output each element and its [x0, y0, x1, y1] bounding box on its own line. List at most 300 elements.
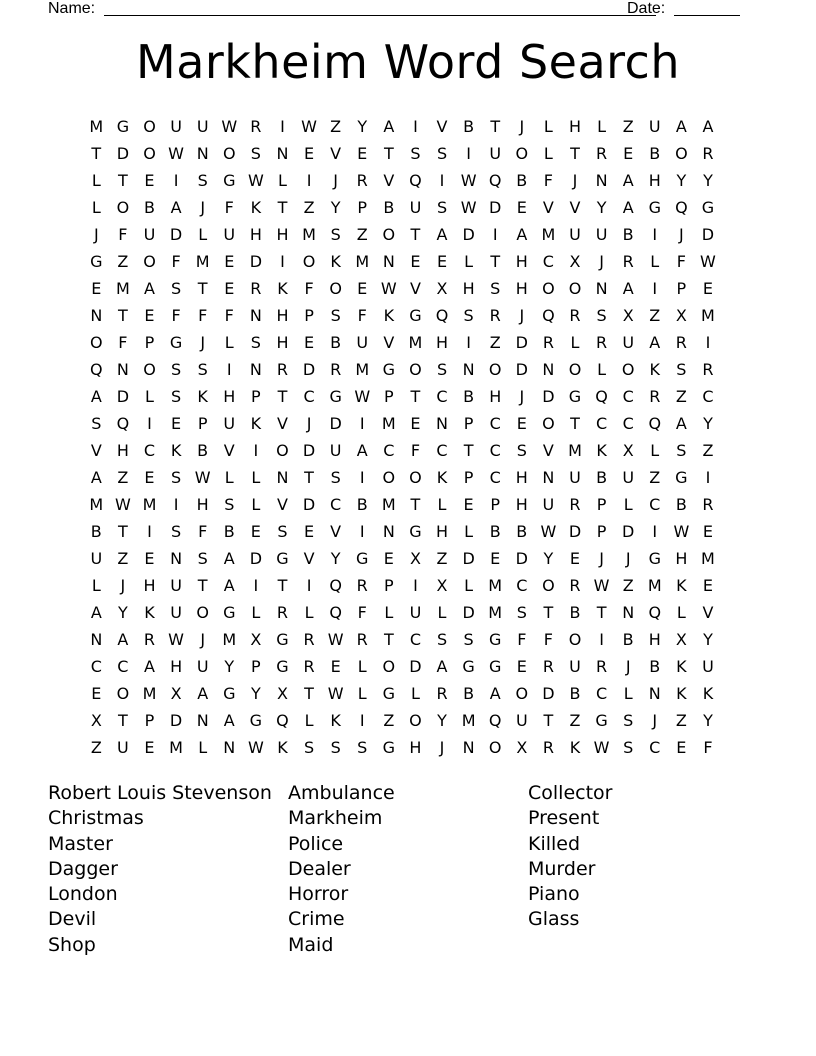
grid-cell[interactable]: T: [570, 414, 580, 433]
grid-cell[interactable]: X: [90, 711, 102, 730]
grid-cell[interactable]: I: [280, 252, 285, 271]
grid-cell[interactable]: R: [649, 387, 661, 406]
grid-cell[interactable]: O: [568, 630, 582, 649]
grid-cell[interactable]: P: [251, 387, 261, 406]
grid-cell[interactable]: Z: [622, 117, 634, 136]
grid-cell[interactable]: E: [676, 738, 687, 757]
grid-cell[interactable]: O: [675, 144, 688, 163]
grid-cell[interactable]: L: [91, 171, 101, 190]
grid-cell[interactable]: C: [542, 252, 554, 271]
grid-cell[interactable]: C: [702, 387, 714, 406]
grid-cell[interactable]: E: [569, 549, 581, 568]
grid-cell[interactable]: I: [359, 522, 365, 541]
grid-cell[interactable]: O: [196, 603, 209, 622]
grid-cell[interactable]: D: [515, 549, 528, 568]
grid-cell[interactable]: Z: [622, 576, 634, 595]
grid-cell[interactable]: S: [516, 441, 527, 460]
grid-cell[interactable]: B: [356, 495, 368, 514]
grid-cell[interactable]: G: [489, 630, 502, 649]
grid-cell[interactable]: L: [543, 117, 553, 136]
grid-cell[interactable]: Q: [648, 414, 662, 433]
grid-cell[interactable]: F: [118, 225, 128, 244]
grid-cell[interactable]: X: [436, 576, 448, 595]
grid-cell[interactable]: W: [593, 576, 610, 595]
grid-cell[interactable]: Q: [542, 306, 555, 325]
grid-cell[interactable]: J: [652, 711, 658, 730]
grid-cell[interactable]: G: [223, 171, 236, 190]
grid-cell[interactable]: S: [250, 144, 261, 163]
grid-cell[interactable]: G: [223, 603, 236, 622]
grid-cell[interactable]: N: [382, 522, 395, 541]
grid-cell[interactable]: K: [330, 252, 341, 271]
grid-cell[interactable]: T: [118, 306, 128, 325]
grid-cell[interactable]: Z: [383, 711, 395, 730]
grid-cell[interactable]: M: [701, 306, 715, 325]
grid-cell[interactable]: L: [623, 495, 633, 514]
grid-cell[interactable]: G: [409, 306, 422, 325]
grid-cell[interactable]: O: [409, 360, 422, 379]
grid-cell[interactable]: M: [488, 576, 503, 595]
grid-cell[interactable]: R: [596, 333, 608, 352]
grid-cell[interactable]: S: [596, 306, 607, 325]
grid-cell[interactable]: R: [542, 738, 554, 757]
grid-cell[interactable]: Y: [543, 549, 554, 568]
grid-cell[interactable]: S: [623, 711, 634, 730]
grid-cell[interactable]: T: [570, 144, 580, 163]
grid-cell[interactable]: Y: [357, 117, 368, 136]
grid-cell[interactable]: J: [93, 225, 99, 244]
grid-cell[interactable]: Z: [675, 711, 687, 730]
grid-cell[interactable]: Q: [648, 603, 662, 622]
grid-cell[interactable]: T: [410, 387, 421, 406]
grid-cell[interactable]: K: [383, 306, 395, 325]
grid-cell[interactable]: W: [673, 522, 690, 541]
grid-cell[interactable]: Q: [488, 171, 502, 190]
grid-cell[interactable]: U: [622, 468, 635, 487]
grid-cell[interactable]: S: [436, 198, 448, 217]
grid-cell[interactable]: R: [489, 306, 501, 325]
grid-cell[interactable]: D: [409, 657, 422, 676]
grid-cell[interactable]: H: [249, 225, 262, 244]
grid-cell[interactable]: C: [383, 441, 395, 460]
grid-cell[interactable]: L: [543, 144, 553, 163]
grid-cell[interactable]: G: [462, 657, 475, 676]
grid-cell[interactable]: L: [198, 225, 208, 244]
grid-cell[interactable]: S: [197, 360, 208, 379]
grid-cell[interactable]: A: [144, 279, 155, 298]
grid-cell[interactable]: G: [276, 549, 289, 568]
grid-cell[interactable]: B: [569, 684, 581, 703]
grid-cell[interactable]: S: [410, 144, 421, 163]
grid-cell[interactable]: T: [596, 603, 607, 622]
grid-cell[interactable]: U: [90, 549, 103, 568]
grid-cell[interactable]: C: [330, 495, 342, 514]
grid-cell[interactable]: Q: [329, 576, 342, 595]
grid-cell[interactable]: B: [516, 171, 528, 190]
grid-cell[interactable]: E: [303, 333, 315, 352]
grid-cell[interactable]: N: [462, 360, 475, 379]
grid-cell[interactable]: C: [409, 630, 421, 649]
grid-cell[interactable]: U: [196, 657, 209, 676]
grid-cell[interactable]: N: [622, 603, 635, 622]
grid-cell[interactable]: L: [251, 468, 261, 487]
grid-cell[interactable]: S: [330, 738, 341, 757]
grid-cell[interactable]: A: [675, 117, 687, 136]
grid-cell[interactable]: H: [568, 117, 581, 136]
grid-cell[interactable]: X: [516, 738, 528, 757]
grid-cell[interactable]: B: [596, 468, 608, 487]
grid-cell[interactable]: X: [675, 630, 687, 649]
grid-cell[interactable]: U: [170, 603, 182, 622]
grid-cell[interactable]: M: [701, 549, 715, 568]
grid-cell[interactable]: K: [676, 684, 687, 703]
grid-cell[interactable]: O: [515, 684, 529, 703]
grid-cell[interactable]: N: [382, 252, 395, 271]
grid-cell[interactable]: Q: [329, 603, 342, 622]
grid-cell[interactable]: F: [676, 252, 686, 271]
grid-cell[interactable]: S: [436, 630, 448, 649]
grid-cell[interactable]: A: [622, 279, 634, 298]
grid-cell[interactable]: T: [304, 468, 314, 487]
grid-cell[interactable]: Y: [330, 549, 341, 568]
grid-cell[interactable]: W: [327, 684, 344, 703]
grid-cell[interactable]: R: [250, 279, 262, 298]
grid-cell[interactable]: Y: [703, 171, 713, 190]
grid-cell[interactable]: E: [303, 522, 315, 541]
grid-cell[interactable]: T: [383, 630, 394, 649]
grid-cell[interactable]: E: [144, 738, 155, 757]
grid-cell[interactable]: I: [173, 171, 179, 190]
grid-cell[interactable]: A: [649, 333, 661, 352]
grid-cell[interactable]: R: [276, 360, 289, 379]
grid-cell[interactable]: B: [223, 522, 235, 541]
grid-cell[interactable]: P: [251, 657, 261, 676]
grid-cell[interactable]: T: [197, 576, 208, 595]
grid-cell[interactable]: M: [195, 252, 210, 271]
grid-cell[interactable]: B: [649, 144, 661, 163]
grid-cell[interactable]: N: [116, 360, 129, 379]
grid-cell[interactable]: M: [541, 225, 556, 244]
grid-cell[interactable]: W: [247, 738, 264, 757]
grid-cell[interactable]: W: [114, 495, 131, 514]
grid-cell[interactable]: W: [168, 144, 184, 163]
grid-cell[interactable]: L: [464, 252, 474, 271]
grid-cell[interactable]: H: [675, 549, 688, 568]
grid-cell[interactable]: L: [304, 603, 314, 622]
grid-cell[interactable]: I: [359, 468, 365, 487]
grid-cell[interactable]: B: [143, 198, 155, 217]
grid-cell[interactable]: B: [383, 198, 395, 217]
grid-cell[interactable]: L: [224, 333, 234, 352]
grid-cell[interactable]: F: [171, 306, 181, 325]
grid-cell[interactable]: G: [701, 198, 715, 217]
grid-cell[interactable]: K: [277, 279, 288, 298]
grid-cell[interactable]: M: [381, 495, 396, 514]
grid-cell[interactable]: G: [382, 684, 396, 703]
grid-cell[interactable]: H: [116, 441, 129, 460]
grid-cell[interactable]: J: [306, 414, 312, 433]
grid-cell[interactable]: H: [276, 333, 289, 352]
grid-cell[interactable]: R: [596, 657, 608, 676]
grid-cell[interactable]: Z: [702, 441, 714, 460]
grid-cell[interactable]: T: [118, 711, 128, 730]
grid-cell[interactable]: M: [222, 630, 237, 649]
grid-cell[interactable]: F: [357, 603, 367, 622]
grid-cell[interactable]: F: [198, 306, 208, 325]
grid-cell[interactable]: B: [489, 522, 501, 541]
grid-cell[interactable]: I: [599, 630, 604, 649]
grid-cell[interactable]: S: [224, 495, 235, 514]
grid-cell[interactable]: F: [118, 333, 128, 352]
grid-cell[interactable]: F: [224, 198, 234, 217]
grid-cell[interactable]: R: [303, 630, 315, 649]
grid-cell[interactable]: O: [143, 252, 156, 271]
grid-cell[interactable]: S: [436, 144, 448, 163]
grid-cell[interactable]: M: [461, 711, 476, 730]
grid-cell[interactable]: I: [280, 117, 285, 136]
grid-cell[interactable]: A: [436, 657, 448, 676]
grid-cell[interactable]: A: [223, 549, 235, 568]
grid-cell[interactable]: T: [463, 441, 474, 460]
grid-cell[interactable]: L: [650, 252, 660, 271]
grid-cell[interactable]: E: [490, 549, 501, 568]
grid-cell[interactable]: K: [436, 468, 448, 487]
grid-cell[interactable]: H: [515, 252, 528, 271]
grid-cell[interactable]: D: [515, 360, 528, 379]
grid-cell[interactable]: Z: [489, 333, 501, 352]
grid-cell[interactable]: T: [490, 252, 501, 271]
grid-cell[interactable]: H: [276, 225, 289, 244]
grid-cell[interactable]: A: [223, 576, 235, 595]
grid-cell[interactable]: R: [596, 144, 608, 163]
grid-cell[interactable]: S: [330, 306, 341, 325]
grid-cell[interactable]: N: [249, 306, 262, 325]
grid-cell[interactable]: R: [303, 657, 315, 676]
grid-cell[interactable]: D: [462, 225, 475, 244]
grid-cell[interactable]: P: [197, 414, 208, 433]
grid-cell[interactable]: U: [595, 225, 608, 244]
grid-cell[interactable]: P: [144, 711, 155, 730]
grid-cell[interactable]: K: [676, 657, 687, 676]
grid-cell[interactable]: P: [676, 279, 687, 298]
grid-cell[interactable]: O: [409, 711, 422, 730]
grid-cell[interactable]: V: [436, 117, 448, 136]
grid-cell[interactable]: A: [356, 441, 368, 460]
grid-cell[interactable]: L: [91, 576, 101, 595]
grid-cell[interactable]: G: [489, 657, 502, 676]
grid-cell[interactable]: A: [516, 225, 528, 244]
grid-cell[interactable]: S: [171, 468, 182, 487]
grid-cell[interactable]: S: [197, 549, 208, 568]
grid-cell[interactable]: M: [142, 495, 157, 514]
grid-cell[interactable]: C: [489, 468, 501, 487]
grid-cell[interactable]: O: [222, 144, 236, 163]
grid-cell[interactable]: R: [542, 333, 554, 352]
grid-cell[interactable]: A: [702, 117, 714, 136]
grid-cell[interactable]: N: [90, 306, 103, 325]
grid-cell[interactable]: C: [90, 657, 102, 676]
grid-cell[interactable]: S: [676, 441, 687, 460]
grid-cell[interactable]: E: [516, 414, 527, 433]
grid-cell[interactable]: O: [568, 360, 582, 379]
grid-cell[interactable]: N: [196, 711, 209, 730]
grid-cell[interactable]: I: [253, 576, 259, 595]
grid-cell[interactable]: R: [436, 684, 448, 703]
grid-cell[interactable]: Z: [649, 306, 661, 325]
grid-cell[interactable]: Z: [330, 117, 342, 136]
grid-cell[interactable]: S: [676, 360, 687, 379]
grid-cell[interactable]: O: [621, 360, 635, 379]
grid-cell[interactable]: H: [436, 522, 449, 541]
grid-cell[interactable]: W: [194, 468, 211, 487]
grid-cell[interactable]: Z: [569, 711, 581, 730]
grid-cell[interactable]: U: [569, 657, 581, 676]
grid-cell[interactable]: T: [410, 495, 421, 514]
grid-cell[interactable]: D: [302, 495, 316, 514]
grid-cell[interactable]: X: [409, 549, 421, 568]
grid-cell[interactable]: L: [277, 171, 287, 190]
grid-cell[interactable]: I: [652, 225, 658, 244]
grid-cell[interactable]: K: [676, 576, 687, 595]
grid-cell[interactable]: A: [383, 117, 395, 136]
grid-cell[interactable]: X: [675, 306, 687, 325]
grid-cell[interactable]: H: [648, 171, 661, 190]
grid-cell[interactable]: J: [439, 738, 445, 757]
grid-cell[interactable]: J: [519, 117, 525, 136]
grid-cell[interactable]: O: [542, 279, 555, 298]
grid-cell[interactable]: S: [490, 279, 501, 298]
grid-cell[interactable]: V: [383, 171, 395, 190]
grid-cell[interactable]: L: [384, 603, 394, 622]
grid-cell[interactable]: G: [249, 711, 263, 730]
grid-cell[interactable]: S: [250, 333, 261, 352]
grid-cell[interactable]: F: [224, 306, 234, 325]
grid-cell[interactable]: N: [196, 144, 209, 163]
grid-cell[interactable]: E: [702, 576, 713, 595]
grid-cell[interactable]: J: [333, 171, 338, 190]
grid-cell[interactable]: U: [569, 468, 581, 487]
grid-cell[interactable]: V: [276, 495, 288, 514]
grid-cell[interactable]: W: [354, 387, 371, 406]
grid-cell[interactable]: S: [197, 171, 208, 190]
grid-cell[interactable]: E: [516, 198, 527, 217]
grid-cell[interactable]: Z: [675, 387, 687, 406]
grid-cell[interactable]: M: [169, 738, 183, 757]
grid-cell[interactable]: D: [701, 225, 715, 244]
grid-cell[interactable]: X: [436, 279, 448, 298]
grid-cell[interactable]: W: [460, 198, 477, 217]
grid-cell[interactable]: Z: [90, 738, 102, 757]
grid-cell[interactable]: E: [91, 684, 102, 703]
grid-cell[interactable]: G: [276, 657, 289, 676]
grid-cell[interactable]: V: [569, 198, 581, 217]
grid-cell[interactable]: V: [303, 549, 315, 568]
grid-cell[interactable]: B: [197, 441, 209, 460]
grid-cell[interactable]: O: [382, 225, 396, 244]
grid-cell[interactable]: I: [705, 468, 711, 487]
grid-cell[interactable]: C: [143, 441, 156, 460]
grid-cell[interactable]: Q: [488, 711, 502, 730]
grid-cell[interactable]: N: [542, 360, 555, 379]
grid-cell[interactable]: T: [277, 198, 288, 217]
grid-cell[interactable]: H: [276, 306, 289, 325]
grid-cell[interactable]: X: [276, 684, 288, 703]
grid-cell[interactable]: L: [198, 738, 208, 757]
grid-cell[interactable]: Z: [356, 225, 368, 244]
grid-cell[interactable]: T: [490, 117, 501, 136]
grid-cell[interactable]: H: [462, 279, 475, 298]
grid-cell[interactable]: C: [595, 414, 608, 433]
grid-cell[interactable]: E: [303, 144, 315, 163]
grid-cell[interactable]: A: [117, 630, 129, 649]
grid-cell[interactable]: E: [410, 414, 421, 433]
grid-cell[interactable]: X: [622, 306, 634, 325]
grid-cell[interactable]: L: [304, 711, 314, 730]
grid-cell[interactable]: K: [144, 603, 155, 622]
grid-cell[interactable]: L: [357, 657, 367, 676]
grid-cell[interactable]: E: [516, 657, 527, 676]
grid-cell[interactable]: R: [542, 657, 554, 676]
grid-cell[interactable]: E: [357, 279, 368, 298]
grid-cell[interactable]: T: [118, 171, 128, 190]
grid-cell[interactable]: H: [436, 333, 449, 352]
grid-cell[interactable]: R: [702, 495, 714, 514]
grid-cell[interactable]: N: [276, 468, 289, 487]
grid-cell[interactable]: D: [515, 333, 528, 352]
grid-cell[interactable]: Y: [676, 171, 687, 190]
grid-cell[interactable]: N: [462, 738, 475, 757]
grid-cell[interactable]: E: [702, 522, 713, 541]
grid-cell[interactable]: G: [382, 738, 396, 757]
grid-cell[interactable]: A: [223, 711, 235, 730]
grid-cell[interactable]: C: [595, 684, 608, 703]
grid-cell[interactable]: M: [408, 333, 423, 352]
grid-cell[interactable]: I: [147, 414, 152, 433]
grid-cell[interactable]: N: [90, 630, 103, 649]
grid-cell[interactable]: K: [649, 360, 661, 379]
grid-cell[interactable]: M: [355, 252, 370, 271]
grid-cell[interactable]: A: [90, 387, 102, 406]
grid-cell[interactable]: N: [223, 738, 236, 757]
grid-cell[interactable]: G: [568, 387, 582, 406]
grid-cell[interactable]: O: [143, 360, 156, 379]
grid-cell[interactable]: V: [542, 198, 554, 217]
grid-cell[interactable]: E: [91, 279, 102, 298]
grid-cell[interactable]: U: [489, 144, 502, 163]
grid-cell[interactable]: L: [650, 441, 660, 460]
grid-cell[interactable]: C: [622, 414, 634, 433]
grid-cell[interactable]: L: [91, 198, 101, 217]
grid-cell[interactable]: Q: [595, 387, 608, 406]
grid-cell[interactable]: S: [463, 630, 474, 649]
name-input-line[interactable]: [104, 15, 656, 16]
grid-cell[interactable]: N: [276, 144, 289, 163]
grid-cell[interactable]: U: [702, 657, 714, 676]
grid-cell[interactable]: U: [170, 576, 182, 595]
grid-cell[interactable]: O: [488, 360, 502, 379]
grid-cell[interactable]: U: [648, 117, 661, 136]
grid-cell[interactable]: B: [622, 630, 634, 649]
grid-cell[interactable]: V: [330, 522, 342, 541]
grid-cell[interactable]: I: [147, 522, 152, 541]
grid-cell[interactable]: D: [169, 711, 183, 730]
grid-cell[interactable]: B: [330, 333, 342, 352]
grid-cell[interactable]: B: [649, 657, 661, 676]
grid-cell[interactable]: O: [382, 468, 396, 487]
grid-cell[interactable]: N: [595, 279, 608, 298]
grid-cell[interactable]: L: [410, 684, 420, 703]
grid-cell[interactable]: T: [91, 144, 102, 163]
